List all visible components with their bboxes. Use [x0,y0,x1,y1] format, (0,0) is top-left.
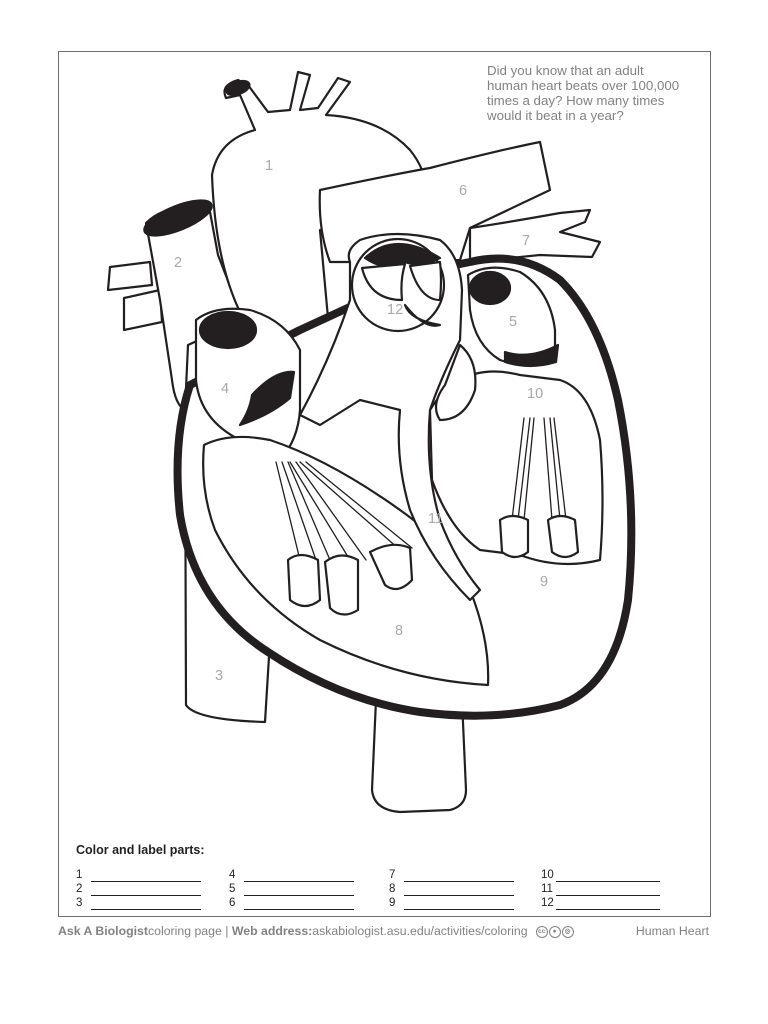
label-9: 9 [540,574,549,590]
nc-icon: ◎ [562,926,574,938]
answer-blank-6[interactable] [229,896,354,910]
fun-fact-line: Did you know that an adult [487,63,644,78]
blank-line[interactable] [244,900,354,910]
left-papillary-muscle-2 [548,516,578,557]
label-2: 2 [174,255,183,271]
blank-number: 1 [76,869,83,881]
fun-fact-line: times a day? How many times [487,93,665,108]
answer-blank-9[interactable] [389,896,514,910]
label-11: 11 [428,511,444,527]
right-papillary-muscle-1 [288,555,320,606]
blank-line[interactable] [404,872,514,882]
vein-branch-upper [108,262,152,290]
blank-line[interactable] [556,900,660,910]
blank-number: 7 [389,869,396,881]
footer-text: coloring page | [147,924,232,938]
blank-number: 9 [389,897,396,909]
label-10: 10 [527,386,544,402]
vein-branch-lower [124,290,162,330]
label-4: 4 [221,381,230,397]
blank-number: 6 [229,897,236,909]
answer-blank-3[interactable] [76,896,201,910]
right-atrium-opening [200,312,256,348]
answer-blank-7[interactable] [389,868,514,882]
answer-blank-2[interactable] [76,882,201,896]
parts-title: Color and label parts: [76,843,205,857]
blank-number: 5 [229,883,236,895]
left-atrium-opening [470,272,510,304]
blank-line[interactable] [91,886,201,896]
label-3: 3 [215,668,224,684]
label-6: 6 [459,183,468,199]
blank-number: 10 [541,869,554,881]
left-papillary-muscle-1 [500,516,528,557]
answer-blank-5[interactable] [229,882,354,896]
blank-line[interactable] [404,900,514,910]
footer-url[interactable]: askabiologist.asu.edu/activities/coloring [312,924,528,938]
blank-number: 2 [76,883,83,895]
blank-line[interactable] [556,872,660,882]
right-papillary-muscle-2 [325,555,358,614]
blank-number: 11 [541,883,553,895]
label-8: 8 [395,623,404,639]
blank-number: 12 [541,897,554,909]
footer-title: Human Heart [635,924,709,938]
answer-blank-12[interactable] [541,896,660,910]
answer-blank-8[interactable] [389,882,514,896]
blank-line[interactable] [244,886,354,896]
answer-blank-1[interactable] [76,868,201,882]
footer-web-label: Web address: [231,924,313,938]
blank-line[interactable] [556,886,660,896]
by-icon: ● [549,926,561,938]
page-footer [58,924,711,942]
blank-line[interactable] [404,886,514,896]
blank-number: 4 [229,869,236,881]
blank-number: 3 [76,897,83,909]
answer-blank-10[interactable] [541,868,660,882]
answer-blank-11[interactable] [541,882,660,896]
blank-number: 8 [389,883,396,895]
blank-line[interactable] [91,872,201,882]
label-12: 12 [387,302,404,318]
answer-blank-4[interactable] [229,868,354,882]
blank-line[interactable] [91,900,201,910]
fun-fact-line: human heart beats over 100,000 [487,78,680,93]
label-1: 1 [265,158,274,174]
footer-brand: Ask A Biologist [58,924,148,938]
blank-line[interactable] [244,872,354,882]
label-7: 7 [522,233,531,249]
fun-fact-line: would it beat in a year? [487,108,624,123]
label-5: 5 [509,314,518,330]
license-icons [536,926,574,938]
cc-icon: cc [536,926,548,938]
